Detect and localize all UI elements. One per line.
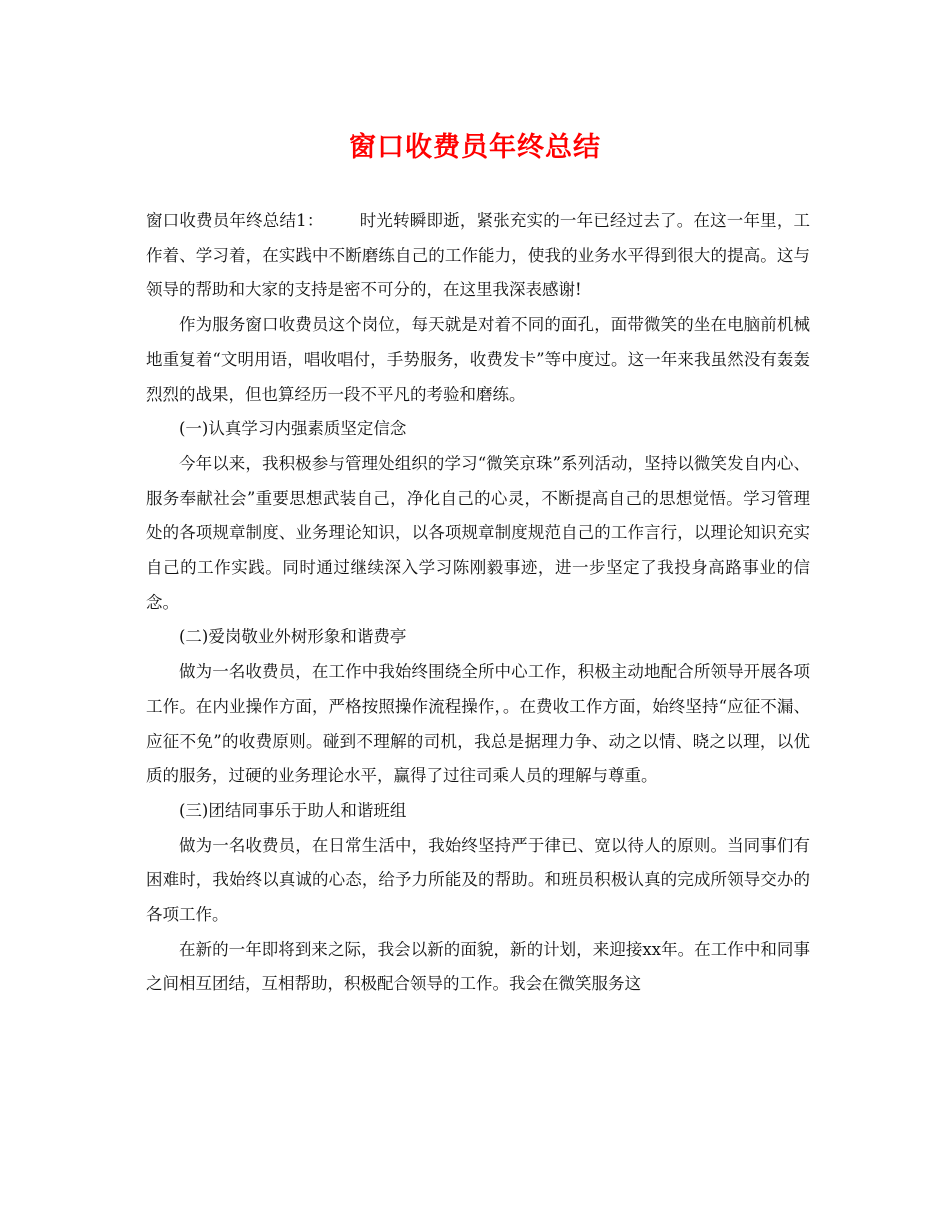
section-heading-1: (一)认真学习内强素质坚定信念 xyxy=(179,419,407,439)
document-body xyxy=(146,204,810,1002)
paragraph-6: 在新的一年即将到来之际，我会以新的面貌，新的计划，来迎接xx年。在工作中和同事之间相互团结，互相帮助，积极配合领导的工作。我会在微笑服务这 xyxy=(146,939,810,994)
lead-text: 时光转瞬即逝，紧张充实的一年已经过去了。在这一年里，工作着、学习着，在实践中不断磨练自己的工作能力，使我的业务水平得到很大的提高。这与领导的帮助和大家的支持是密不可分的，在这里我深表感谢! xyxy=(146,211,811,300)
paragraph-5: 做为一名收费员，在日常生活中，我始终坚持严于律已、宽以待人的原则。当同事们有困难时，我始终以真诚的心态，给予力所能及的帮助。和班员积极认真的完成所领导交办的各项工作。 xyxy=(146,835,810,925)
section-heading-2: (二)爱岗敬业外树形象和谐费亭 xyxy=(179,627,407,647)
paragraph-3: 今年以来，我积极参与管理处组织的学习“微笑京珠”系列活动，坚持以微笑发自内心、服务奉献社会”重要思想武装自己，净化自己的心灵，不断提高自己的思想觉悟。学习管理处的各项规章制度、业务理论知识，以各项规章制度规范自己的工作言行，以理论知识充实自己的工作实践。同时通过继续深入学习陈刚毅事迹，进一步坚定了我投身高路事业的信念。 xyxy=(146,453,810,612)
paragraph-4: 做为一名收费员，在工作中我始终围绕全所中心工作，积极主动地配合所领导开展各项工作。在内业操作方面，严格按照操作流程操作，。在费收工作方面，始终坚持“应征不漏、应征不免”的收费原则。碰到不理解的司机，我总是据理力争、动之以情、晓之以理，以优质的服务，过硬的业务理论水平，赢得了过往司乘人员的理解与尊重。 xyxy=(146,662,810,786)
section-heading-3: (三)团结同事乐于助人和谐班组 xyxy=(179,800,407,820)
document-title: 窗口收费员年终总结 xyxy=(349,132,601,163)
lead-label: 窗口收费员年终总结1： xyxy=(146,211,324,230)
paragraph-2: 作为服务窗口收费员这个岗位，每天就是对着不同的面孔，面带微笑的坐在电脑前机械地重复着“文明用语，唱收唱付，手势服务，收费发卡”等中度过。这一年来我虽然没有轰轰烈烈的战果，但也算经历一段不平凡的考验和磨练。 xyxy=(146,315,810,404)
lead-paragraph xyxy=(146,204,810,308)
